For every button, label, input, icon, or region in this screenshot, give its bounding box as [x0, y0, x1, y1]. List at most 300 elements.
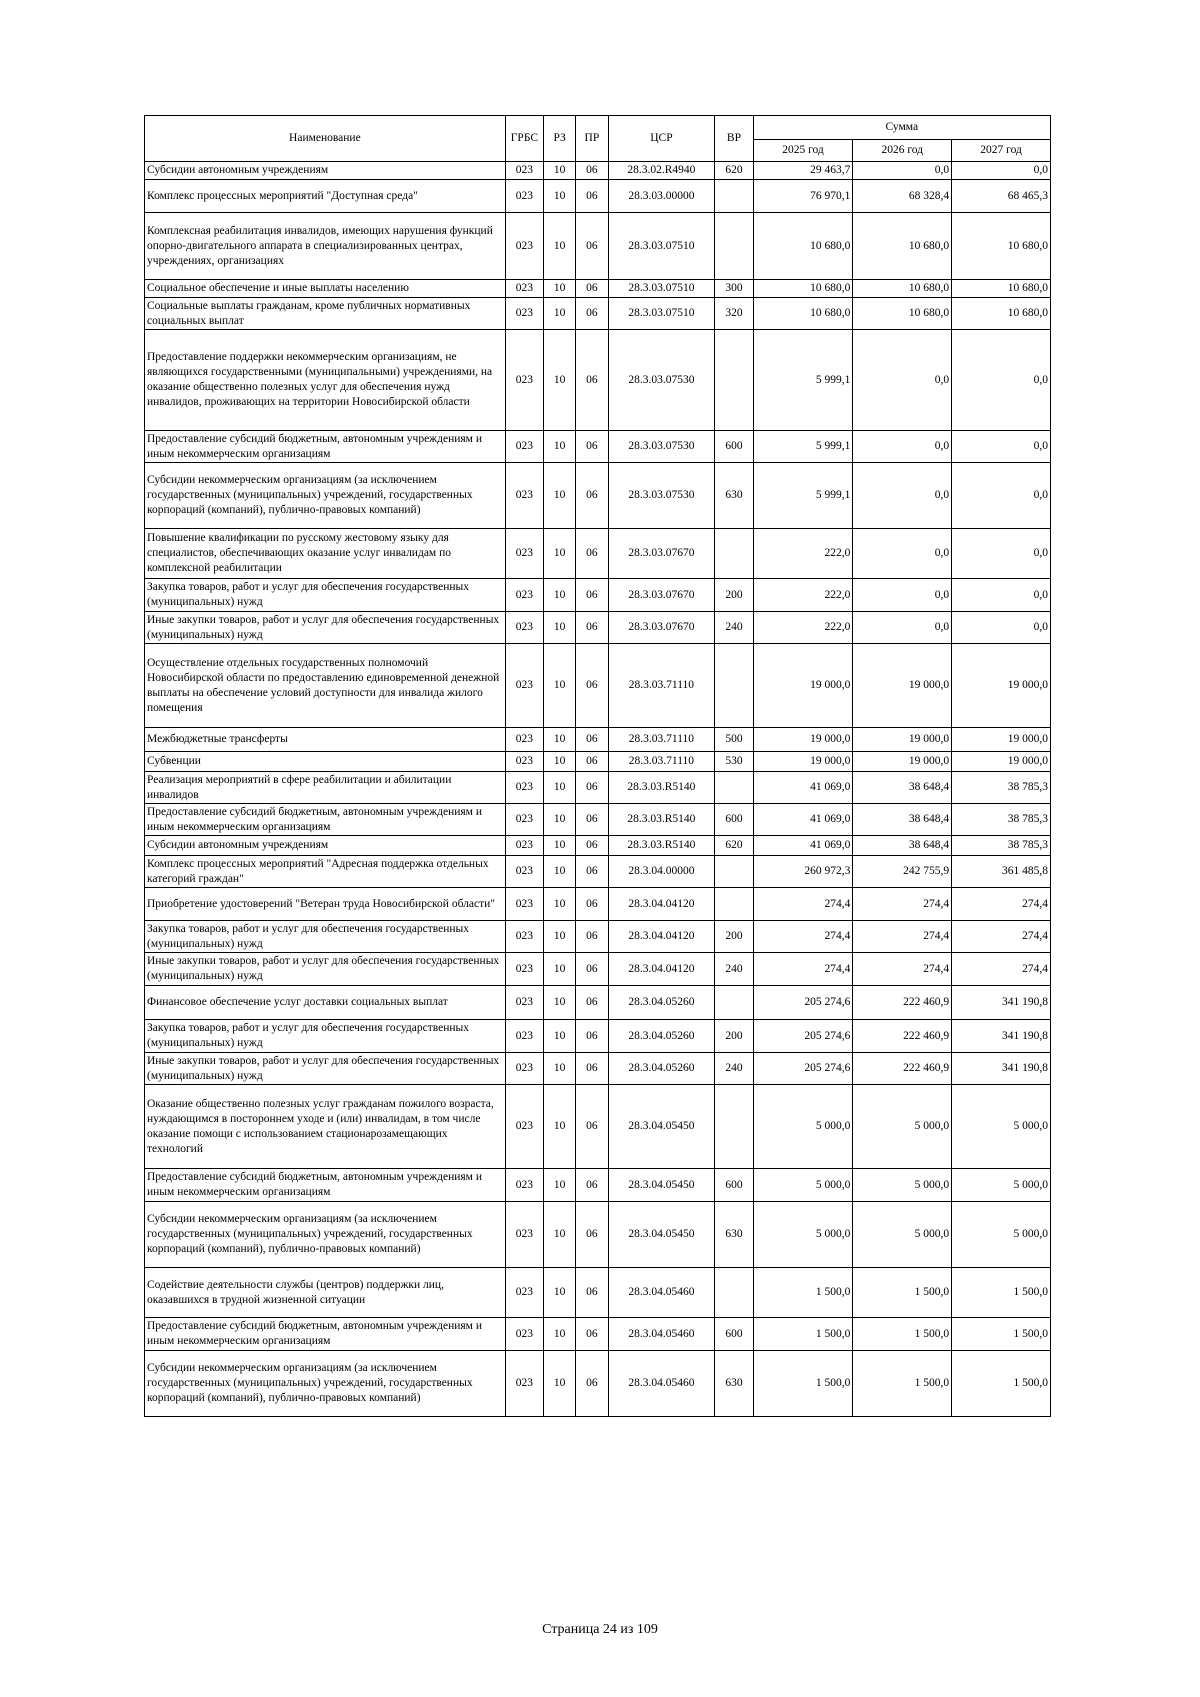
- cell-csr: 28.3.03.07510: [608, 280, 715, 298]
- cell-vr: 200: [715, 1020, 753, 1053]
- table-row: [145, 213, 1051, 280]
- table-row: [145, 431, 1051, 463]
- cell-grbs: 023: [505, 431, 543, 463]
- cell-2027: 361 485,8: [952, 856, 1051, 888]
- cell-csr: 28.3.04.05260: [608, 1053, 715, 1085]
- cell-name: Субсидии некоммерческим организациям (за исключением государственных (муниципальных) учреждений, государственных корпораций (компаний), публично-правовых компаний): [145, 1351, 506, 1417]
- cell-pr: 06: [576, 162, 608, 180]
- table-row: [145, 856, 1051, 888]
- cell-2027: 274,4: [952, 888, 1051, 921]
- cell-grbs: 023: [505, 579, 543, 612]
- cell-2025: 29 463,7: [753, 162, 853, 180]
- cell-name: Социальное обеспечение и иные выплаты населению: [145, 280, 506, 298]
- cell-vr: [715, 1085, 753, 1169]
- cell-2026: 19 000,0: [853, 644, 952, 728]
- header-pr: ПР: [576, 116, 608, 162]
- table-row: [145, 804, 1051, 836]
- cell-grbs: 023: [505, 986, 543, 1020]
- cell-grbs: 023: [505, 612, 543, 644]
- cell-vr: [715, 856, 753, 888]
- cell-rz: 10: [544, 1268, 576, 1318]
- table-row: [145, 728, 1051, 752]
- cell-csr: 28.3.03.00000: [608, 180, 715, 213]
- cell-2025: 1 500,0: [753, 1351, 853, 1417]
- cell-2027: 0,0: [952, 431, 1051, 463]
- cell-2026: 242 755,9: [853, 856, 952, 888]
- cell-pr: 06: [576, 921, 608, 953]
- cell-name: Осуществление отдельных государственных полномочий Новосибирской области по предоставлению единовременной денежной выплаты на обеспечение условий доступности для инвалида жилого помещения: [145, 644, 506, 728]
- cell-csr: 28.3.03.07670: [608, 579, 715, 612]
- cell-2027: 5 000,0: [952, 1085, 1051, 1169]
- cell-grbs: 023: [505, 1020, 543, 1053]
- table-row: [145, 752, 1051, 772]
- cell-name: Иные закупки товаров, работ и услуг для обеспечения государственных (муниципальных) нужд: [145, 612, 506, 644]
- cell-csr: 28.3.03.R5140: [608, 836, 715, 856]
- cell-rz: 10: [544, 986, 576, 1020]
- cell-2025: 222,0: [753, 579, 853, 612]
- cell-pr: 06: [576, 856, 608, 888]
- cell-2026: 0,0: [853, 579, 952, 612]
- cell-rz: 10: [544, 180, 576, 213]
- cell-2025: 274,4: [753, 888, 853, 921]
- cell-grbs: 023: [505, 772, 543, 804]
- cell-2026: 274,4: [853, 921, 952, 953]
- cell-csr: 28.3.04.05450: [608, 1085, 715, 1169]
- table-row: [145, 644, 1051, 728]
- cell-csr: 28.3.04.04120: [608, 888, 715, 921]
- cell-2025: 222,0: [753, 612, 853, 644]
- cell-vr: 630: [715, 1351, 753, 1417]
- cell-grbs: 023: [505, 1053, 543, 1085]
- cell-pr: 06: [576, 836, 608, 856]
- cell-2026: 5 000,0: [853, 1085, 952, 1169]
- cell-2027: 10 680,0: [952, 280, 1051, 298]
- header-2026: 2026 год: [853, 140, 952, 162]
- cell-vr: 320: [715, 298, 753, 330]
- cell-pr: 06: [576, 804, 608, 836]
- cell-rz: 10: [544, 1318, 576, 1351]
- cell-2026: 0,0: [853, 612, 952, 644]
- cell-grbs: 023: [505, 280, 543, 298]
- cell-csr: 28.3.04.00000: [608, 856, 715, 888]
- cell-2025: 1 500,0: [753, 1268, 853, 1318]
- table-row: [145, 1085, 1051, 1169]
- cell-vr: 240: [715, 1053, 753, 1085]
- cell-vr: [715, 772, 753, 804]
- cell-pr: 06: [576, 431, 608, 463]
- cell-csr: 28.3.03.07530: [608, 463, 715, 529]
- cell-csr: 28.3.03.07670: [608, 529, 715, 579]
- cell-vr: [715, 330, 753, 431]
- cell-rz: 10: [544, 644, 576, 728]
- cell-grbs: 023: [505, 213, 543, 280]
- table-row: [145, 1053, 1051, 1085]
- cell-2027: 19 000,0: [952, 644, 1051, 728]
- cell-csr: 28.3.04.04120: [608, 921, 715, 953]
- cell-csr: 28.3.03.07510: [608, 213, 715, 280]
- cell-2027: 0,0: [952, 612, 1051, 644]
- cell-grbs: 023: [505, 1169, 543, 1202]
- cell-2027: 0,0: [952, 463, 1051, 529]
- cell-name: Иные закупки товаров, работ и услуг для обеспечения государственных (муниципальных) нужд: [145, 953, 506, 986]
- cell-pr: 06: [576, 298, 608, 330]
- cell-pr: 06: [576, 953, 608, 986]
- cell-2027: 341 190,8: [952, 1053, 1051, 1085]
- cell-grbs: 023: [505, 1268, 543, 1318]
- cell-csr: 28.3.04.05460: [608, 1318, 715, 1351]
- cell-vr: 620: [715, 162, 753, 180]
- cell-rz: 10: [544, 804, 576, 836]
- cell-grbs: 023: [505, 888, 543, 921]
- table-row: [145, 986, 1051, 1020]
- cell-grbs: 023: [505, 1318, 543, 1351]
- cell-2026: 0,0: [853, 463, 952, 529]
- cell-name: Иные закупки товаров, работ и услуг для обеспечения государственных (муниципальных) нужд: [145, 1053, 506, 1085]
- cell-name: Предоставление субсидий бюджетным, автономным учреждениям и иным некоммерческим организациям: [145, 431, 506, 463]
- cell-2027: 1 500,0: [952, 1318, 1051, 1351]
- header-sum: Сумма: [753, 116, 1050, 140]
- cell-csr: 28.3.03.71110: [608, 752, 715, 772]
- cell-grbs: 023: [505, 1202, 543, 1268]
- cell-grbs: 023: [505, 330, 543, 431]
- cell-2027: 19 000,0: [952, 728, 1051, 752]
- cell-grbs: 023: [505, 162, 543, 180]
- header-vr: ВР: [715, 116, 753, 162]
- cell-2026: 38 648,4: [853, 836, 952, 856]
- cell-rz: 10: [544, 1169, 576, 1202]
- cell-csr: 28.3.03.07670: [608, 612, 715, 644]
- cell-rz: 10: [544, 836, 576, 856]
- cell-2025: 19 000,0: [753, 644, 853, 728]
- cell-2026: 10 680,0: [853, 298, 952, 330]
- cell-2025: 41 069,0: [753, 804, 853, 836]
- cell-pr: 06: [576, 752, 608, 772]
- cell-pr: 06: [576, 330, 608, 431]
- cell-2027: 38 785,3: [952, 836, 1051, 856]
- cell-rz: 10: [544, 579, 576, 612]
- cell-rz: 10: [544, 953, 576, 986]
- cell-pr: 06: [576, 1268, 608, 1318]
- cell-vr: 630: [715, 1202, 753, 1268]
- cell-2027: 0,0: [952, 330, 1051, 431]
- cell-vr: [715, 213, 753, 280]
- cell-rz: 10: [544, 752, 576, 772]
- cell-rz: 10: [544, 921, 576, 953]
- cell-vr: 620: [715, 836, 753, 856]
- cell-2026: 0,0: [853, 330, 952, 431]
- cell-name: Субсидии автономным учреждениям: [145, 836, 506, 856]
- cell-rz: 10: [544, 1202, 576, 1268]
- header-grbs: ГРБС: [505, 116, 543, 162]
- cell-2026: 1 500,0: [853, 1318, 952, 1351]
- cell-csr: 28.3.02.R4940: [608, 162, 715, 180]
- cell-csr: 28.3.04.05450: [608, 1202, 715, 1268]
- cell-grbs: 023: [505, 752, 543, 772]
- cell-pr: 06: [576, 579, 608, 612]
- table-body: [145, 162, 1051, 1417]
- cell-2026: 1 500,0: [853, 1351, 952, 1417]
- cell-rz: 10: [544, 529, 576, 579]
- table-row: [145, 298, 1051, 330]
- header-name: Наименование: [145, 116, 506, 162]
- cell-pr: 06: [576, 1169, 608, 1202]
- cell-vr: 240: [715, 953, 753, 986]
- cell-grbs: 023: [505, 836, 543, 856]
- cell-2026: 10 680,0: [853, 280, 952, 298]
- cell-vr: 530: [715, 752, 753, 772]
- cell-2027: 0,0: [952, 529, 1051, 579]
- cell-rz: 10: [544, 1085, 576, 1169]
- cell-pr: 06: [576, 772, 608, 804]
- cell-pr: 06: [576, 463, 608, 529]
- cell-pr: 06: [576, 986, 608, 1020]
- cell-2025: 10 680,0: [753, 280, 853, 298]
- cell-vr: 600: [715, 431, 753, 463]
- table-row: [145, 1318, 1051, 1351]
- cell-2027: 19 000,0: [952, 752, 1051, 772]
- cell-2026: 0,0: [853, 162, 952, 180]
- cell-2025: 76 970,1: [753, 180, 853, 213]
- header-csr: ЦСР: [608, 116, 715, 162]
- table-row: [145, 772, 1051, 804]
- cell-2026: 38 648,4: [853, 804, 952, 836]
- cell-grbs: 023: [505, 921, 543, 953]
- cell-rz: 10: [544, 856, 576, 888]
- cell-grbs: 023: [505, 463, 543, 529]
- cell-pr: 06: [576, 1053, 608, 1085]
- cell-rz: 10: [544, 431, 576, 463]
- cell-2025: 274,4: [753, 921, 853, 953]
- cell-rz: 10: [544, 1053, 576, 1085]
- cell-csr: 28.3.04.05460: [608, 1268, 715, 1318]
- cell-grbs: 023: [505, 180, 543, 213]
- cell-name: Реализация мероприятий в сфере реабилитации и абилитации инвалидов: [145, 772, 506, 804]
- cell-2025: 41 069,0: [753, 772, 853, 804]
- table-row: [145, 579, 1051, 612]
- cell-grbs: 023: [505, 644, 543, 728]
- cell-vr: 300: [715, 280, 753, 298]
- cell-csr: 28.3.04.05260: [608, 1020, 715, 1053]
- table-row: [145, 836, 1051, 856]
- cell-grbs: 023: [505, 1351, 543, 1417]
- cell-2027: 341 190,8: [952, 986, 1051, 1020]
- cell-2026: 0,0: [853, 529, 952, 579]
- cell-name: Содействие деятельности службы (центров) поддержки лиц, оказавшихся в трудной жизненной ситуации: [145, 1268, 506, 1318]
- cell-grbs: 023: [505, 804, 543, 836]
- cell-2026: 68 328,4: [853, 180, 952, 213]
- table-row: [145, 888, 1051, 921]
- cell-vr: [715, 1268, 753, 1318]
- cell-2025: 260 972,3: [753, 856, 853, 888]
- cell-pr: 06: [576, 529, 608, 579]
- table-row: [145, 463, 1051, 529]
- cell-name: Закупка товаров, работ и услуг для обеспечения государственных (муниципальных) нужд: [145, 921, 506, 953]
- cell-vr: 500: [715, 728, 753, 752]
- cell-grbs: 023: [505, 298, 543, 330]
- cell-vr: 240: [715, 612, 753, 644]
- cell-2025: 41 069,0: [753, 836, 853, 856]
- table-row: [145, 1020, 1051, 1053]
- cell-2027: 5 000,0: [952, 1202, 1051, 1268]
- cell-name: Предоставление поддержки некоммерческим организациям, не являющихся государственными (муниципальными) учреждениями, на оказание общественно полезных услуг для обеспечения нужд инвалидов, проживающих на территории Новосибирской области: [145, 330, 506, 431]
- cell-2027: 341 190,8: [952, 1020, 1051, 1053]
- cell-2025: 19 000,0: [753, 752, 853, 772]
- cell-2026: 274,4: [853, 888, 952, 921]
- table-row: [145, 162, 1051, 180]
- cell-2025: 19 000,0: [753, 728, 853, 752]
- cell-2027: 0,0: [952, 579, 1051, 612]
- cell-2027: 1 500,0: [952, 1351, 1051, 1417]
- cell-vr: [715, 986, 753, 1020]
- cell-vr: [715, 888, 753, 921]
- cell-pr: 06: [576, 180, 608, 213]
- table-row: [145, 529, 1051, 579]
- cell-pr: 06: [576, 280, 608, 298]
- cell-2025: 10 680,0: [753, 213, 853, 280]
- cell-name: Предоставление субсидий бюджетным, автономным учреждениям и иным некоммерческим организациям: [145, 804, 506, 836]
- cell-pr: 06: [576, 213, 608, 280]
- cell-pr: 06: [576, 1020, 608, 1053]
- cell-2027: 10 680,0: [952, 298, 1051, 330]
- cell-rz: 10: [544, 463, 576, 529]
- cell-2025: 5 999,1: [753, 431, 853, 463]
- cell-name: Повышение квалификации по русскому жестовому языку для специалистов, обеспечивающих оказание услуг инвалидам по комплексной реабилитации: [145, 529, 506, 579]
- cell-csr: 28.3.04.05260: [608, 986, 715, 1020]
- header-rz: РЗ: [544, 116, 576, 162]
- cell-2026: 0,0: [853, 431, 952, 463]
- cell-vr: 600: [715, 1318, 753, 1351]
- header-row: [145, 116, 1051, 140]
- cell-2027: 1 500,0: [952, 1268, 1051, 1318]
- cell-2025: 5 000,0: [753, 1169, 853, 1202]
- header-2027: 2027 год: [952, 140, 1051, 162]
- cell-pr: 06: [576, 1202, 608, 1268]
- table-row: [145, 1351, 1051, 1417]
- cell-name: Комплекс процессных мероприятий "Адресная поддержка отдельных категорий граждан": [145, 856, 506, 888]
- page-number: Страница 24 из 109: [542, 1622, 658, 1637]
- cell-grbs: 023: [505, 1085, 543, 1169]
- cell-rz: 10: [544, 213, 576, 280]
- cell-rz: 10: [544, 330, 576, 431]
- cell-csr: 28.3.03.07530: [608, 431, 715, 463]
- cell-vr: 200: [715, 921, 753, 953]
- cell-pr: 06: [576, 1351, 608, 1417]
- cell-csr: 28.3.04.05450: [608, 1169, 715, 1202]
- cell-2026: 274,4: [853, 953, 952, 986]
- cell-2025: 274,4: [753, 953, 853, 986]
- table-row: [145, 612, 1051, 644]
- cell-csr: 28.3.03.R5140: [608, 772, 715, 804]
- cell-csr: 28.3.03.71110: [608, 728, 715, 752]
- cell-2025: 5 999,1: [753, 463, 853, 529]
- cell-grbs: 023: [505, 953, 543, 986]
- table-header: [145, 116, 1051, 162]
- cell-2026: 222 460,9: [853, 1053, 952, 1085]
- cell-name: Субсидии некоммерческим организациям (за исключением государственных (муниципальных) учреждений, государственных корпораций (компаний), публично-правовых компаний): [145, 1202, 506, 1268]
- table-row: [145, 921, 1051, 953]
- cell-2026: 19 000,0: [853, 752, 952, 772]
- table-row: [145, 1169, 1051, 1202]
- cell-name: Субсидии автономным учреждениям: [145, 162, 506, 180]
- cell-2026: 1 500,0: [853, 1268, 952, 1318]
- cell-2025: 5 000,0: [753, 1202, 853, 1268]
- table-row: [145, 180, 1051, 213]
- header-2025: 2025 год: [753, 140, 853, 162]
- cell-2026: 38 648,4: [853, 772, 952, 804]
- cell-vr: [715, 180, 753, 213]
- cell-2027: 0,0: [952, 162, 1051, 180]
- cell-pr: 06: [576, 644, 608, 728]
- cell-name: Комплекс процессных мероприятий "Доступная среда": [145, 180, 506, 213]
- cell-2027: 38 785,3: [952, 804, 1051, 836]
- cell-vr: 630: [715, 463, 753, 529]
- cell-pr: 06: [576, 1318, 608, 1351]
- cell-2025: 10 680,0: [753, 298, 853, 330]
- cell-rz: 10: [544, 612, 576, 644]
- cell-grbs: 023: [505, 856, 543, 888]
- cell-pr: 06: [576, 1085, 608, 1169]
- cell-rz: 10: [544, 298, 576, 330]
- cell-2026: 5 000,0: [853, 1169, 952, 1202]
- cell-name: Социальные выплаты гражданам, кроме публичных нормативных социальных выплат: [145, 298, 506, 330]
- cell-2027: 5 000,0: [952, 1169, 1051, 1202]
- cell-vr: 200: [715, 579, 753, 612]
- cell-csr: 28.3.03.07530: [608, 330, 715, 431]
- cell-rz: 10: [544, 728, 576, 752]
- table-row: [145, 280, 1051, 298]
- cell-2027: 274,4: [952, 953, 1051, 986]
- cell-2025: 5 999,1: [753, 330, 853, 431]
- cell-name: Субвенции: [145, 752, 506, 772]
- cell-rz: 10: [544, 162, 576, 180]
- cell-2027: 38 785,3: [952, 772, 1051, 804]
- cell-name: Закупка товаров, работ и услуг для обеспечения государственных (муниципальных) нужд: [145, 1020, 506, 1053]
- cell-vr: [715, 644, 753, 728]
- cell-pr: 06: [576, 728, 608, 752]
- cell-name: Предоставление субсидий бюджетным, автономным учреждениям и иным некоммерческим организациям: [145, 1169, 506, 1202]
- cell-csr: 28.3.03.71110: [608, 644, 715, 728]
- cell-name: Оказание общественно полезных услуг гражданам пожилого возраста, нуждающимся в постороннем уходе и (или) инвалидам, в том числе оказание помощи с использованием стационарозамещающих технологий: [145, 1085, 506, 1169]
- cell-2025: 205 274,6: [753, 1020, 853, 1053]
- cell-csr: 28.3.04.05460: [608, 1351, 715, 1417]
- cell-vr: [715, 529, 753, 579]
- table-row: [145, 953, 1051, 986]
- cell-pr: 06: [576, 888, 608, 921]
- cell-pr: 06: [576, 612, 608, 644]
- cell-2025: 205 274,6: [753, 1053, 853, 1085]
- cell-grbs: 023: [505, 728, 543, 752]
- cell-name: Межбюджетные трансферты: [145, 728, 506, 752]
- cell-2026: 10 680,0: [853, 213, 952, 280]
- cell-2027: 68 465,3: [952, 180, 1051, 213]
- cell-grbs: 023: [505, 529, 543, 579]
- cell-name: Комплексная реабилитация инвалидов, имеющих нарушения функций опорно-двигательного аппарата в специализированных центрах, учреждениях, организациях: [145, 213, 506, 280]
- cell-vr: 600: [715, 1169, 753, 1202]
- cell-2026: 222 460,9: [853, 986, 952, 1020]
- cell-name: Субсидии некоммерческим организациям (за исключением государственных (муниципальных) учреждений, государственных корпораций (компаний), публично-правовых компаний): [145, 463, 506, 529]
- cell-vr: 600: [715, 804, 753, 836]
- cell-name: Предоставление субсидий бюджетным, автономным учреждениям и иным некоммерческим организациям: [145, 1318, 506, 1351]
- cell-csr: 28.3.03.07510: [608, 298, 715, 330]
- budget-table: [144, 115, 1051, 1417]
- cell-rz: 10: [544, 888, 576, 921]
- cell-2025: 205 274,6: [753, 986, 853, 1020]
- cell-rz: 10: [544, 280, 576, 298]
- cell-rz: 10: [544, 1020, 576, 1053]
- table-row: [145, 330, 1051, 431]
- cell-2026: 19 000,0: [853, 728, 952, 752]
- cell-name: Закупка товаров, работ и услуг для обеспечения государственных (муниципальных) нужд: [145, 579, 506, 612]
